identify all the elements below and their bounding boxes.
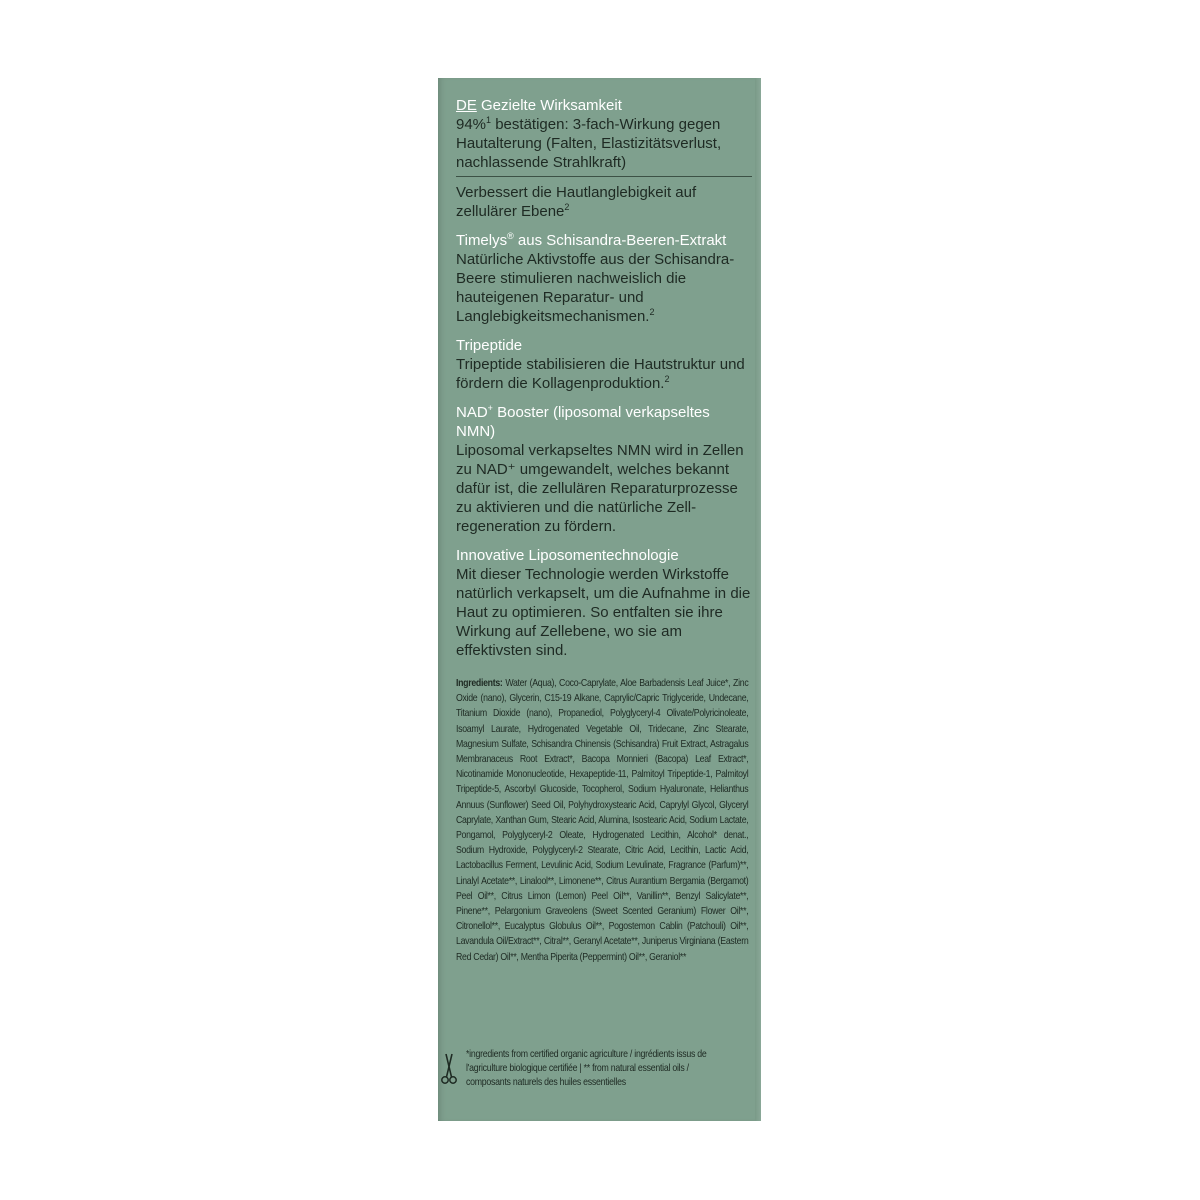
ingredients-list (456, 676, 748, 965)
section-heading: Tripeptide (456, 337, 523, 354)
package-edge (755, 78, 761, 1121)
intro-stat: 94%$^1$ (456, 115, 492, 133)
section-body: Natürliche Aktivstoffe aus der Schisandra-Beere stimulieren nachweislich die hauteigenen Reparatur- und Langlebigkeitsmechanismen.$^2$ (456, 251, 735, 325)
section-tripeptide (456, 336, 752, 393)
intro-title: Gezielte Wirksamkeit (481, 97, 622, 114)
scissors-icon (440, 1050, 458, 1086)
lead-text: Verbessert die Hautlanglebigkeit auf zellulärer Ebene$^2$ (456, 184, 697, 220)
section-nad-booster (456, 403, 752, 536)
section-body: Tripeptide stabilisieren die Hautstruktur und fördern die Kollagenproduktion.$^2$ (456, 356, 745, 392)
divider (456, 176, 752, 177)
section-body: Mit dieser Technologie werden Wirkstoffe natürlich verkapselt, um die Aufnahme in die Haut zu optimieren. So entfalten sie ihre Wirkung auf Zellebene, wo sie am effektivsten sind. (456, 566, 751, 659)
section-heading: Innovative Liposomentechnologie (456, 547, 679, 564)
footnote: *ingredients from certified organic agriculture / ingrédients issus de l'agriculture biologique certifiée | ** from natural essential oils / composants naturels des huiles essentielles (466, 1049, 707, 1088)
intro-block (456, 96, 752, 172)
ingredients-text: Water (Aqua), Coco-Caprylate, Aloe Barbadensis Leaf Juice*, Zinc Oxide (nano), Glycerin, C15-19 Alkane, Caprylic/Capric Triglyceride, Undecane, Titanium Dioxide (nano), Propanediol, Polyglyceryl-4 Olivate/Polyricinoleate, Isoamyl Laurate, Hydrogenated Vegetable Oil, Tridecane, Zinc Stearate, Magnesium Sulfate, Schisandra Chinensis (Schisandra) Fruit Extract, Astragalus Membranaceus Root Extract*, Bacopa Monnieri (Bacopa) Leaf Extract*, Nicotinamide Mononucleotide, Hexapeptide-11, Palmitoyl Tripeptide-1, Palmitoyl Tripeptide-5, Ascorbyl Glucoside, Tocopherol, Sodium Hyaluronate, Helianthus Annuus (Sunflower) Seed Oil, Polyhydroxystearic Acid, Caprylyl Glycol, Glyceryl Caprylate, Xanthan Gum, Stearic Acid, Alumina, Isostearic Acid, Sodium Lactate, Pongamol, Polyglyceryl-2 Oleate, Hydrogenated Lecithin, Alcohol* denat., Sodium Hydroxide, Polyglyceryl-2 Stearate, Citric Acid, Lecithin, Lactic Acid, Lactobacillus Ferment, Levulinic Acid, Sodium Levulinate, Fragrance (Parfum)**, Linalyl Acetate**, Linalool**, Limonene**, Citrus Aurantium Bergamia (Bergamot) Peel Oil**, Citrus Limon (Lemon) Peel Oil**, Vanillin**, Benzyl Salicylate**, Pinene**, Pelargonium Graveolens (Sweet Scented Geranium) Flower Oil**, Citronellol**, Eucalyptus Globulus Oil**, Pogostemon Cablin (Patchouli) Oil**, Lavandula Oil/Extract**, Citral**, Geranyl Acetate**, Juniperus Virginiana (Eastern Red Cedar) Oil**, Mentha Piperita (Peppermint) Oil**, Geraniol** (456, 678, 749, 963)
section-body: Liposomal verkapseltes NMN wird in Zellen zu NAD⁺ umgewandelt, welches bekannt dafür ist, die zellulären Reparaturprozesse zu aktivieren und die natürliche Zellregeneration zu fördern. (456, 442, 744, 535)
intro-claim: bestätigen: 3-fach-Wirkung gegen Hautalterung (Falten, Elastizitätsverlust, nachlassende Strahlkraft) (456, 116, 722, 171)
section-heading: NAD+ Booster (liposomal verkapseltes NMN) (456, 403, 710, 440)
section-heading: Timelys® aus Schisandra-Beeren-Extrakt (456, 231, 727, 249)
section-timelys (456, 231, 752, 326)
package-text (456, 96, 752, 965)
ingredients-label: Ingredients: (456, 678, 503, 689)
language-code: DE (456, 97, 477, 114)
section-liposome (456, 546, 752, 660)
